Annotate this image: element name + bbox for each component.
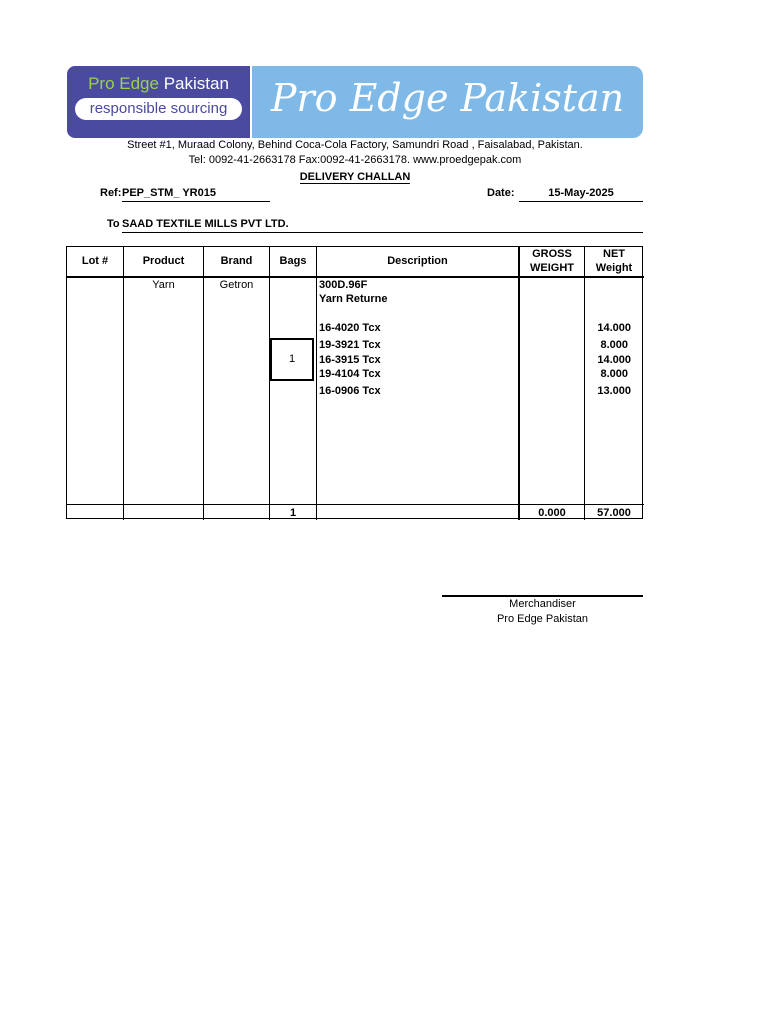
item-code: 16-3915 Tcx <box>319 354 381 366</box>
item-net: 14.000 <box>597 322 631 334</box>
item-net: 13.000 <box>597 385 631 397</box>
signature-line <box>442 595 643 597</box>
logo-tagline: responsible sourcing <box>75 98 242 120</box>
item-code: 16-0906 Tcx <box>319 385 381 397</box>
cell-product: Yarn <box>152 279 175 291</box>
logo-right-panel <box>252 66 643 138</box>
item-code: 16-4020 Tcx <box>319 322 381 334</box>
col-divider <box>584 247 585 520</box>
header-net-line2: Weight <box>595 262 633 274</box>
date-label: Date: <box>487 187 515 199</box>
header-gross <box>520 248 584 274</box>
item-net: 8.000 <box>600 339 628 351</box>
ref-label: Ref: <box>100 187 122 199</box>
desc-line1: 300D.96F <box>319 279 368 291</box>
item-net: 14.000 <box>597 354 631 366</box>
to-label: To <box>107 218 120 230</box>
header-brand: Brand <box>220 255 253 267</box>
header-lot: Lot # <box>81 255 109 267</box>
logo-name-part1: Pro Edge <box>88 74 159 93</box>
header-gross-line2: WEIGHT <box>530 262 574 274</box>
header-divider <box>67 276 644 278</box>
cell-bags: 1 <box>288 353 296 365</box>
col-divider <box>269 247 270 520</box>
to-value: SAAD TEXTILE MILLS PVT LTD. <box>122 218 643 233</box>
desc-line2: Yarn Returne <box>319 293 388 305</box>
total-net: 57.000 <box>597 507 631 519</box>
signature-role: Merchandiser <box>509 598 576 610</box>
header-product: Product <box>142 255 185 267</box>
ref-value: PEP_STM_ YR015 <box>122 187 270 202</box>
logo-name <box>67 74 250 94</box>
logo-name-part2: Pakistan <box>163 74 229 93</box>
document-title-text: DELIVERY CHALLAN <box>299 171 411 183</box>
bags-box <box>270 338 314 381</box>
challan-table <box>66 246 643 519</box>
item-code: 19-4104 Tcx <box>319 368 381 380</box>
col-divider <box>316 247 317 520</box>
date-value: 15-May-2025 <box>519 187 643 202</box>
signature-company: Pro Edge Pakistan <box>496 613 589 625</box>
total-gross: 0.000 <box>538 507 566 519</box>
address-line: Street #1, Muraad Colony, Behind Coca-Cola Factory, Samundri Road , Faisalabad, Pakistan. <box>127 139 583 151</box>
item-code: 19-3921 Tcx <box>319 339 381 351</box>
document-title <box>67 171 643 183</box>
header-net-line1: NET <box>603 248 625 260</box>
total-divider <box>67 504 644 505</box>
col-divider <box>518 247 520 520</box>
header-bags: Bags <box>279 255 307 267</box>
header-net <box>585 248 643 274</box>
item-net: 8.000 <box>600 368 628 380</box>
header-description: Description <box>387 255 448 267</box>
logo-big-title: Pro Edge Pakistan <box>270 76 625 120</box>
cell-brand: Getron <box>219 279 254 291</box>
contact-line: Tel: 0092-41-2663178 Fax:0092-41-2663178. www.proedgepak.com <box>188 154 522 166</box>
logo-left-panel <box>67 66 250 138</box>
total-bags: 1 <box>289 507 297 519</box>
header-gross-line1: GROSS <box>532 248 572 260</box>
